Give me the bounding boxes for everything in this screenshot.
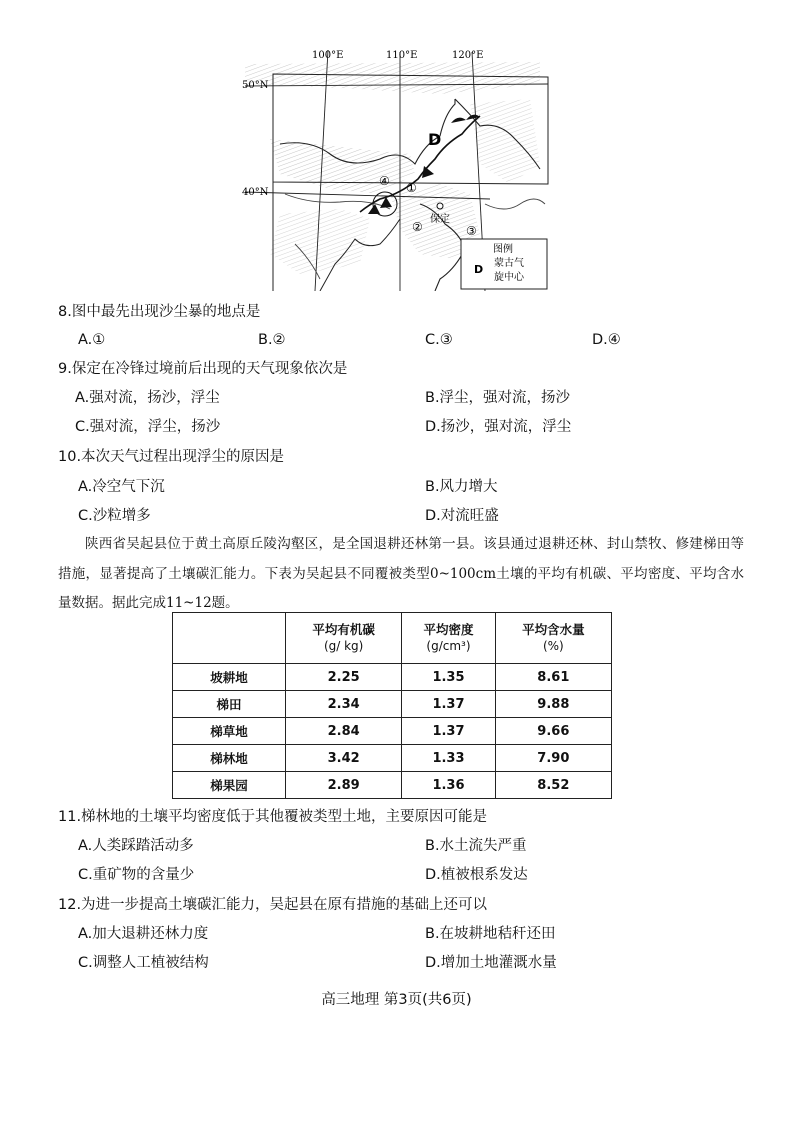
cell-value: 7.90 — [495, 745, 611, 772]
header-unit: (%) — [542, 639, 564, 653]
row-label: 梯林地 — [173, 745, 286, 772]
cell-value: 2.34 — [286, 691, 402, 718]
q9-option-a: A.强对流，扬沙，浮尘 — [75, 390, 220, 406]
cell-value: 1.37 — [402, 718, 495, 745]
table-row — [173, 664, 612, 691]
city-label-baoding: 保定 — [430, 214, 450, 225]
cell-value: 1.37 — [402, 691, 495, 718]
table-row — [173, 691, 612, 718]
header-title: 平均含水量 — [522, 622, 585, 637]
question-12-stem: 12.为进一步提高土壤碳汇能力，吴起县在原有措施的基础上还可以 — [58, 897, 488, 913]
point-2-label: ② — [412, 220, 423, 234]
lat-label-40: 40°N — [242, 187, 269, 198]
cell-value: 9.88 — [495, 691, 611, 718]
table-row — [173, 772, 612, 799]
lon-label-100: 100°E — [312, 50, 344, 61]
soil-data-table — [172, 612, 612, 799]
table-row — [173, 745, 612, 772]
q12-option-a: A.加大退耕还林力度 — [78, 926, 209, 942]
row-label: 梯田 — [173, 691, 286, 718]
cell-value: 1.36 — [402, 772, 495, 799]
q10-option-a: A.冷空气下沉 — [78, 479, 165, 495]
header-water-content — [495, 613, 611, 664]
cold-front-map — [240, 44, 549, 291]
q8-option-c: C.③ — [425, 332, 453, 348]
lon-label-120: 120°E — [452, 50, 484, 61]
cell-value: 9.66 — [495, 718, 611, 745]
q8-option-d: D.④ — [592, 332, 621, 348]
question-11-stem: 11.梯林地的土壤平均密度低于其他覆被类型土地，主要原因可能是 — [58, 809, 488, 825]
table-header-row — [173, 613, 612, 664]
q10-option-d: D.对流旺盛 — [425, 508, 499, 524]
cyclone-center-label: D — [428, 130, 442, 149]
row-label: 梯草地 — [173, 718, 286, 745]
legend-title: 图例 — [493, 244, 513, 255]
lat-label-50: 50°N — [242, 80, 269, 91]
q11-option-c: C.重矿物的含量少 — [78, 867, 195, 883]
header-title: 平均有机碳 — [312, 622, 375, 637]
point-1-label: ① — [406, 181, 417, 195]
cell-value: 1.33 — [402, 745, 495, 772]
legend-symbol: D — [474, 263, 484, 276]
q11-option-b: B.水土流失严重 — [425, 838, 527, 854]
q9-option-d: D.扬沙，强对流，浮尘 — [425, 419, 572, 435]
lon-label-110: 110°E — [386, 50, 418, 61]
table-row — [173, 718, 612, 745]
q8-option-a: A.① — [78, 332, 106, 348]
row-label: 坡耕地 — [173, 664, 286, 691]
cell-value: 8.52 — [495, 772, 611, 799]
header-title: 平均密度 — [423, 622, 474, 637]
cell-value: 2.89 — [286, 772, 402, 799]
cell-value: 2.84 — [286, 718, 402, 745]
cell-value: 2.25 — [286, 664, 402, 691]
q9-option-b: B.浮尘，强对流，扬沙 — [425, 390, 571, 406]
page-footer: 高三地理 第3页(共6页) — [321, 992, 472, 1008]
point-3-label: ③ — [466, 224, 477, 238]
reading-passage: 陕西省吴起县位于黄土高原丘陵沟壑区，是全国退耕还林第一县。该县通过退耕还林、封山禁牧、修建梯田等措施，显著提高了土壤碳汇能力。下表为吴起县不同覆被类型0~100cm土壤的平均有机碳、平均密度、平均含水量数据。据此完成11~12题。 — [58, 536, 744, 611]
q12-option-d: D.增加土地灌溉水量 — [425, 955, 557, 971]
question-8-stem: 8.图中最先出现沙尘暴的地点是 — [58, 304, 261, 320]
q10-option-b: B.风力增大 — [425, 479, 498, 495]
q10-option-c: C.沙粒增多 — [78, 508, 151, 524]
cell-value: 8.61 — [495, 664, 611, 691]
q12-option-b: B.在坡耕地秸秆还田 — [425, 926, 556, 942]
q8-option-b: B.② — [258, 332, 286, 348]
row-label: 梯果园 — [173, 772, 286, 799]
header-unit: (g/ kg) — [323, 639, 364, 653]
cell-value: 1.35 — [402, 664, 495, 691]
question-9-stem: 9.保定在冷锋过境前后出现的天气现象依次是 — [58, 361, 348, 377]
header-organic-carbon — [286, 613, 402, 664]
q12-option-c: C.调整人工植被结构 — [78, 955, 209, 971]
q9-option-c: C.强对流，浮尘，扬沙 — [75, 419, 221, 435]
point-4-label: ④ — [379, 174, 390, 188]
table-corner-cell — [173, 613, 286, 664]
q11-option-d: D.植被根系发达 — [425, 867, 528, 883]
cell-value: 3.42 — [286, 745, 402, 772]
header-unit: (g/cm³) — [426, 639, 471, 653]
question-10-stem: 10.本次天气过程出现浮尘的原因是 — [58, 449, 285, 465]
legend-text-line2: 旋中心 — [494, 272, 524, 283]
legend-text-line1: 蒙古气 — [494, 258, 524, 269]
header-density — [402, 613, 495, 664]
q11-option-a: A.人类踩踏活动多 — [78, 838, 194, 854]
